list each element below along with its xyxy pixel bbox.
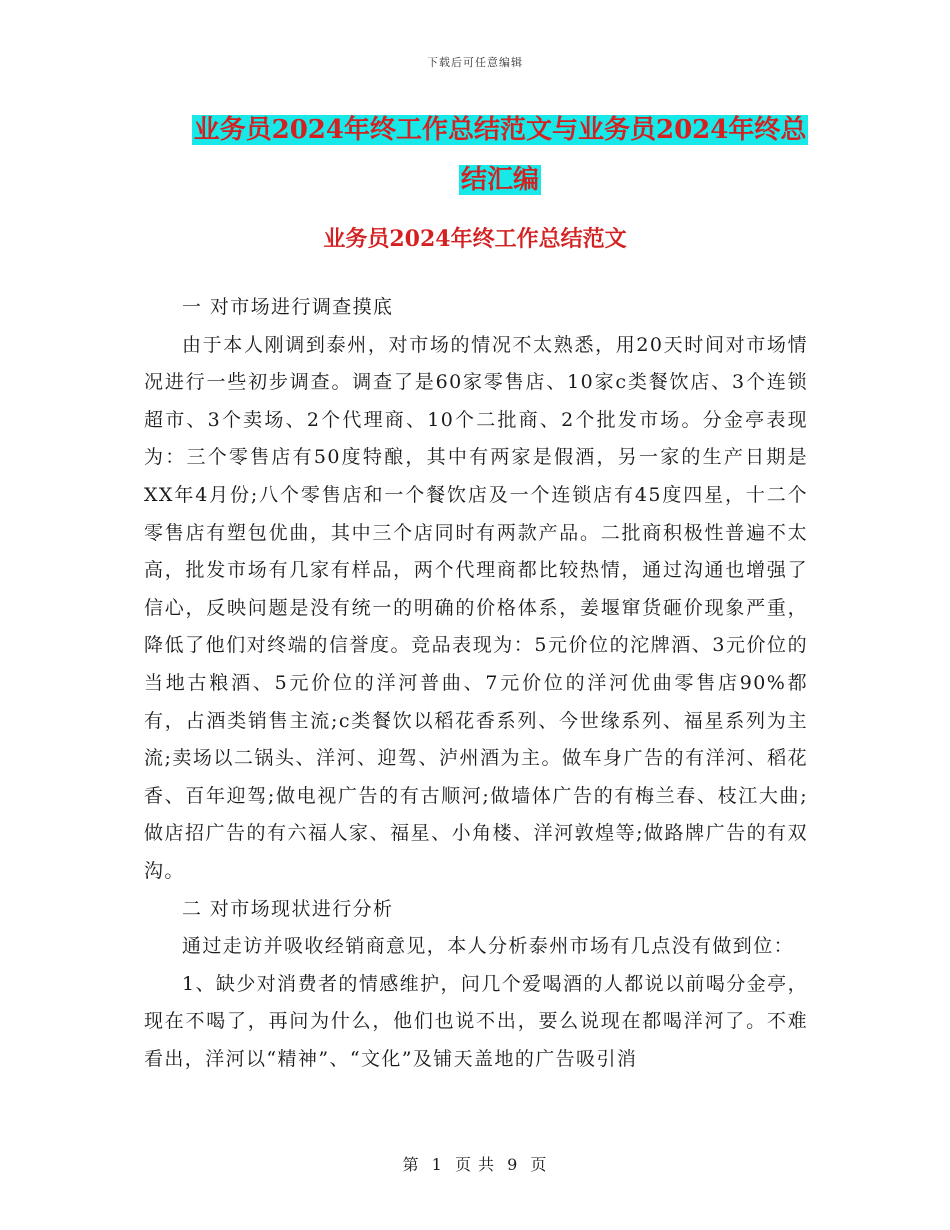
section-title: 业务员2024年终工作总结范文 <box>323 226 627 252</box>
paragraph-heading-1: 一 对市场进行调查摸底 <box>182 296 394 318</box>
document-title-line-1: 业务员2024年终工作总结范文与业务员2024年终总 <box>193 115 807 145</box>
header-note: 下载后可任意编辑 <box>427 56 523 69</box>
footer-total-pages: 9 <box>507 1155 519 1174</box>
paragraph: 通过走访并吸收经销商意见，本人分析泰州市场有几点没有做到位： <box>182 935 795 958</box>
footer-prefix: 第 <box>402 1155 420 1174</box>
paragraph-heading-2: 二 对市场现状进行分析 <box>182 897 394 920</box>
document-body <box>144 289 808 1078</box>
page-footer <box>0 1152 950 1175</box>
footer-page-number: 1 <box>431 1155 443 1174</box>
paragraph: 由于本人刚调到泰州，对市场的情况不太熟悉，用20天时间对市场情况进行一些初步调查。调查了是60家零售店、10家c类餐饮店、3个连锁超市、3个卖场、2个代理商、10个二批商、2个批发市场。分金亭表现为：三个零售店有50度特酿，其中有两家是假酒，另一家的生产日期是XX年4月份;八个零售店和一个餐饮店及一个连锁店有45度四星，十二个零售店有塑包优曲，其中三个店同时有两款产品。二批商积极性普遍不太高，批发市场有几家有样品，两个代理商都比较热情，通过沟通也增强了信心，反映问题是没有统一的明确的价格体系，姜堰窜货砸价现象严重，降低了他们对终端的信誉度。竞品表现为：5元价位的沱牌酒、3元价位的当地古粮酒、5元价位的洋河普曲、7元价位的洋河优曲零售店90%都有，占酒类销售主流;c类餐饮以稻花香系列、今世缘系列、福星系列为主流;卖场以二锅头、洋河、迎驾、泸州酒为主。做车身广告的有洋河、稻花香、百年迎驾;做电视广告的有古顺河;做墙体广告的有梅兰春、枝江大曲;做店招广告的有六福人家、福星、小角楼、洋河敦煌等;做路牌广告的有双沟。 <box>144 333 808 882</box>
document-title-line-2: 结汇编 <box>460 165 539 195</box>
footer-mid: 页 共 <box>454 1155 496 1174</box>
paragraph: 1、缺少对消费者的情感维护，问几个爱喝酒的人都说以前喝分金亭，现在不喝了，再问为什么，他们也说不出，要么说现在都喝洋河了。不难看出，洋河以“精神”、“文化”及铺天盖地的广告吸引消 <box>144 972 808 1070</box>
document-title <box>180 105 820 205</box>
footer-suffix: 页 <box>530 1155 548 1174</box>
